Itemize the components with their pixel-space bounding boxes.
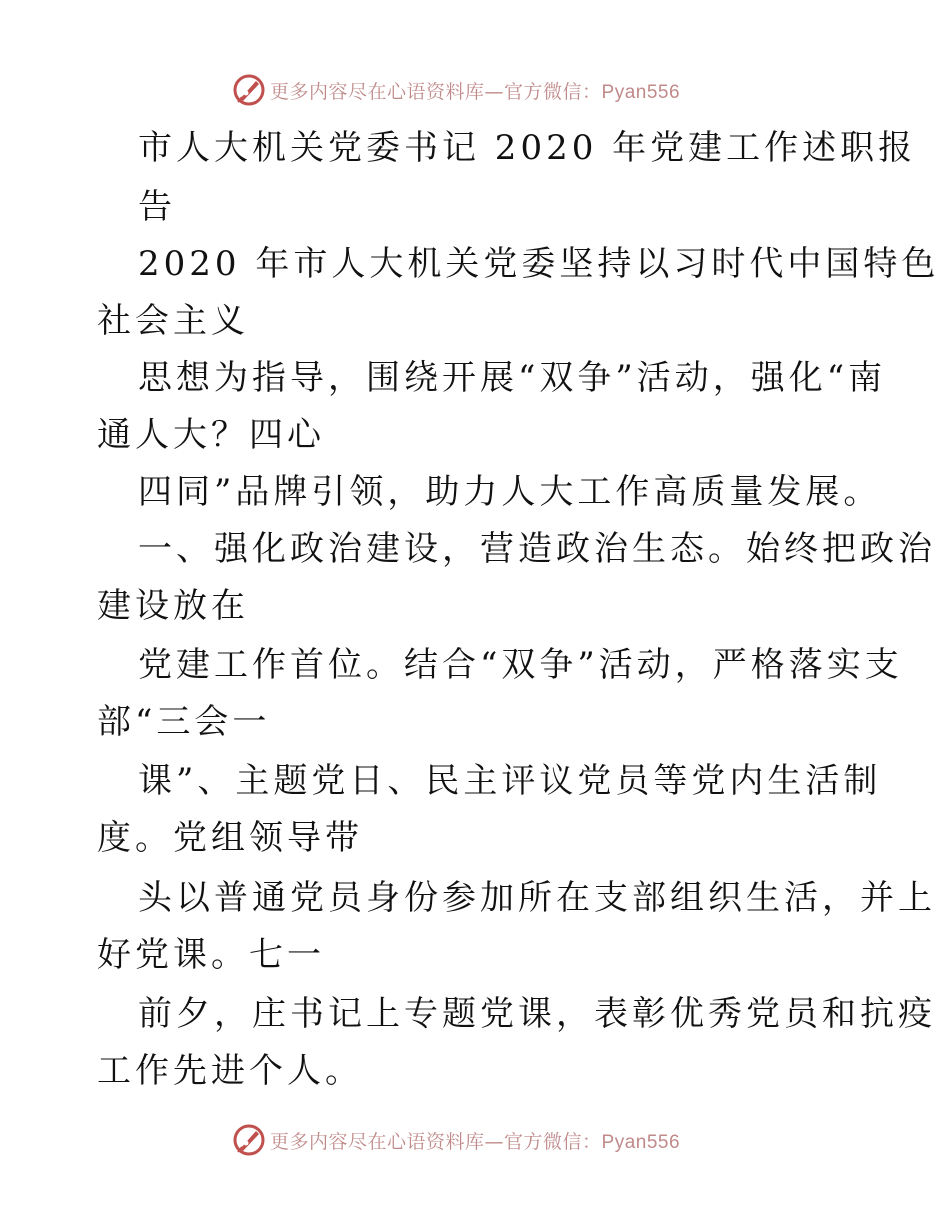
paragraph-line: 部“三会一 — [97, 702, 271, 742]
watermark-text: 更多内容尽在心语资料库—官方微信：Pyan556 — [270, 1130, 681, 1153]
paragraph-line: 好党课。七一 — [97, 935, 325, 975]
paragraph-line: 前夕，庄书记上专题党课，表彰优秀党员和抗疫 — [138, 994, 936, 1034]
watermark-text: 更多内容尽在心语资料库—官方微信：Pyan556 — [270, 80, 681, 103]
watermark-wechat-id: Pyan556 — [601, 1131, 681, 1153]
document-title-line: 市人大机关党委书记 2020 年党建工作述职报 — [138, 128, 917, 168]
paragraph-line: 2020 年市人大机关党委坚持以习时代中国特色 — [138, 244, 940, 284]
document-title-line: 告 — [138, 187, 176, 227]
paragraph-line: 四同”品牌引领，助力人大工作高质量发展。 — [138, 472, 882, 512]
paragraph-line: 思想为指导，围绕开展“双争”活动，强化“南 — [138, 358, 887, 398]
paragraph-line: 一、强化政治建设，营造政治生态。始终把政治 — [138, 529, 936, 569]
paragraph-line: 头以普通党员身份参加所在支部组织生活，并上 — [138, 878, 936, 918]
paragraph-line: 度。党组领导带 — [97, 818, 363, 858]
paragraph-line: 建设放在 — [97, 586, 249, 626]
watermark-wechat-id: Pyan556 — [601, 81, 681, 103]
paragraph-line: 党建工作首位。结合“双争”活动，严格落实支 — [138, 645, 903, 685]
quill-logo-icon — [232, 1123, 266, 1157]
paragraph-line: 通人大？四心 — [97, 415, 325, 455]
paragraph-line: 社会主义 — [97, 301, 249, 341]
paragraph-line: 课”、主题党日、民主评议党员等党内生活制 — [138, 761, 882, 801]
watermark-footer — [232, 1122, 680, 1158]
paragraph-line: 工作先进个人。 — [97, 1051, 363, 1091]
